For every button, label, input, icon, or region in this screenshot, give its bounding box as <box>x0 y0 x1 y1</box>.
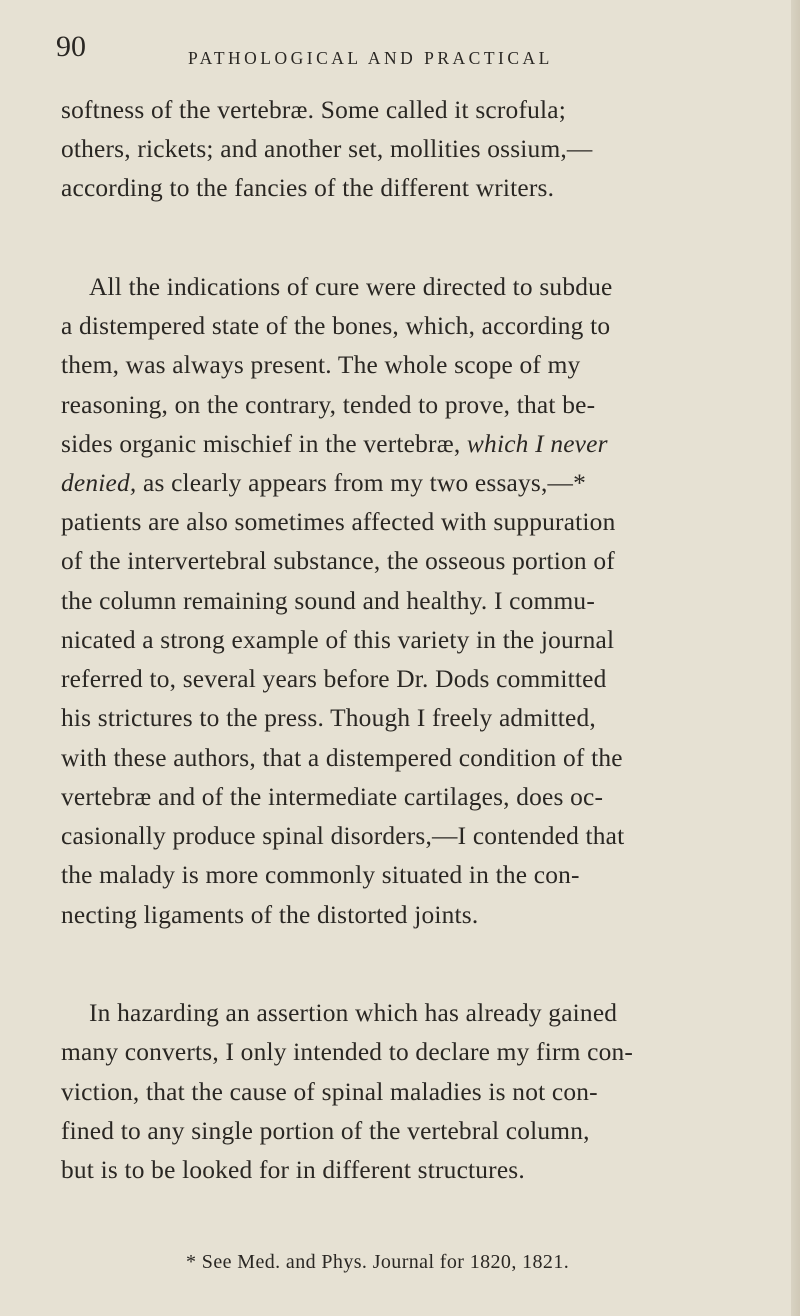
text-line: referred to, several years before Dr. Dods committed <box>61 665 607 693</box>
text-line: necting ligaments of the distorted joints. <box>61 901 479 929</box>
text-line: In hazarding an assertion which has already gained <box>89 999 618 1027</box>
text-line: of the intervertebral substance, the osseous portion of <box>61 547 615 575</box>
text-line: viction, that the cause of spinal maladies is not con- <box>61 1078 598 1106</box>
footnote: * See Med. and Phys. Journal for 1820, 1821. <box>186 1251 570 1273</box>
text-line: vertebræ and of the intermediate cartilages, does oc- <box>61 783 604 811</box>
text-line: with these authors, that a distempered condition of the <box>61 744 623 772</box>
text-line: All the indications of cure were directed to subdue <box>89 273 613 301</box>
page-number: 90 <box>56 30 86 63</box>
text-line: fined to any single portion of the vertebral column, <box>61 1117 590 1145</box>
text-line: but is to be looked for in different structures. <box>61 1156 525 1184</box>
text-span: as clearly appears from my two essays,—* <box>136 469 587 497</box>
text-line: the column remaining sound and healthy. I commu- <box>61 587 595 615</box>
text-span: sides organic mischief in the vertebræ, <box>61 430 467 458</box>
text-line <box>61 432 608 457</box>
italic-text: which I never <box>466 430 608 458</box>
page-edge <box>791 0 800 1316</box>
text-line: many converts, I only intended to declare my firm con- <box>61 1038 634 1066</box>
text-line: others, rickets; and another set, mollities ossium,— <box>61 135 593 163</box>
italic-text: denied, <box>61 469 137 497</box>
running-title: PATHOLOGICAL AND PRACTICAL <box>188 48 553 68</box>
text-line: them, was always present. The whole scope of my <box>61 351 581 379</box>
text-line: according to the fancies of the different writers. <box>61 174 555 202</box>
text-line <box>61 471 586 496</box>
text-line: the malady is more commonly situated in the con- <box>61 861 580 889</box>
text-line: patients are also sometimes affected with suppuration <box>61 508 616 536</box>
text-line: a distempered state of the bones, which, according to <box>61 312 611 340</box>
text-line: his strictures to the press. Though I freely admitted, <box>61 704 596 732</box>
text-line: reasoning, on the contrary, tended to prove, that be- <box>61 391 596 419</box>
text-line: softness of the vertebræ. Some called it scrofula; <box>61 96 566 124</box>
text-line: casionally produce spinal disorders,—I contended that <box>61 822 625 850</box>
text-line: nicated a strong example of this variety in the journal <box>61 626 615 654</box>
